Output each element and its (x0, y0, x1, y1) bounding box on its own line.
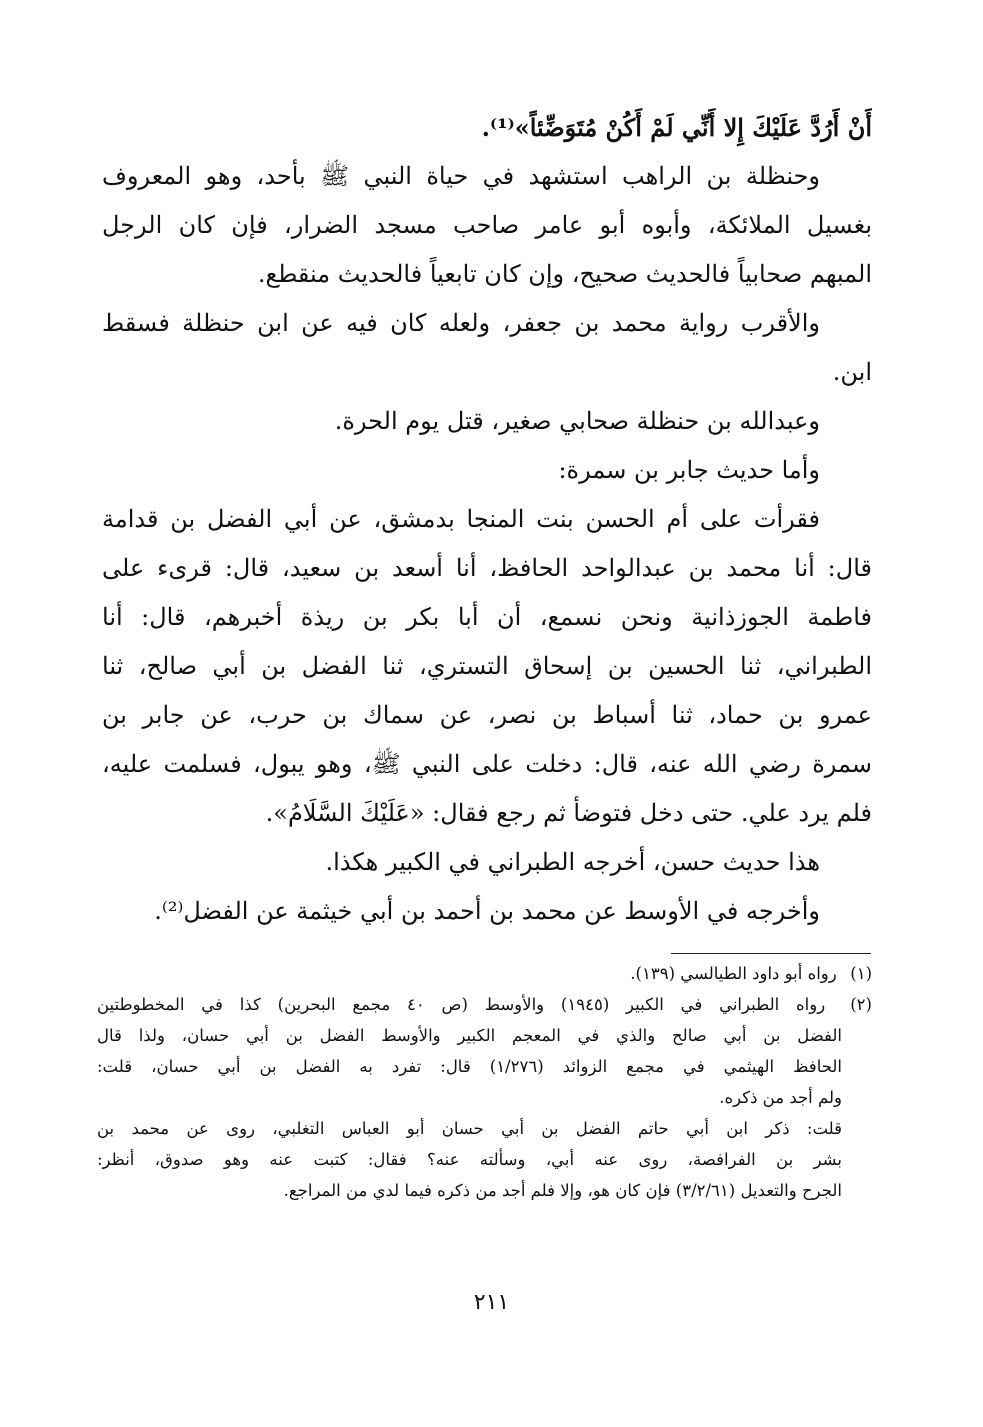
footnote-2-line: الفضل بن أبي صالح والذي في المعجم الكبير والأوسط الفضل بن أبي حسان، ولذا قال (97, 1026, 842, 1045)
footnote-1 (97, 958, 872, 989)
text-line: سمرة رضي الله عنه، قال: دخلت على النبي ﷺ، وهو يبول، فسلمت عليه، (102, 750, 872, 778)
text-line: عمرو بن حماد، ثنا أسباط بن نصر، عن سماك بن حرب، عن جابر بن (102, 701, 872, 729)
footnote-2-line: ولم أجد من ذكره. (719, 1088, 842, 1107)
text-line: الطبراني، ثنا الحسين بن إسحاق التستري، ثنا الفضل بن أبي صالح، ثنا (102, 652, 872, 680)
page-number: ٢١١ (473, 1290, 510, 1315)
text-line: فقرأت على أم الحسن بنت المنجا بدمشق، عن أبي الفضل بن قدامة (102, 505, 820, 533)
footnotes-block (97, 958, 872, 1206)
text-line: المبهم صحابياً فالحديث صحيح، وإن كان تابعياً فالحديث منقطع. (257, 260, 872, 288)
text-line: فاطمة الجوزذانية ونحن نسمع، أن أبا بكر بن ريذة أخبرهم، قال: أنا (102, 603, 872, 631)
footnote-number: (٢) (850, 995, 872, 1014)
footnote-text: رواه الطبراني في الكبير (١٩٤٥) والأوسط (ص ٤٠ مجمع البحرين) كذا في المخطوطتين (97, 995, 826, 1014)
footnote-2-line: الحافظ الهيثمي في مجمع الزوائد (١/٢٧٦) قال: تفرد به الفضل بن أبي حسان، قلت: (97, 1057, 842, 1076)
footnote-2-line: قلت: ذكر ابن أبي حاتم الفضل بن أبي حسان أبو العباس التغلبي، روى عن محمد بن (97, 1119, 842, 1138)
footnote-2-line (97, 989, 872, 1020)
text-line: وعبدالله بن حنظلة صحابي صغير، قتل يوم الحرة. (334, 407, 820, 435)
text-line: قال: أنا محمد بن عبدالواحد الحافظ، أنا أسعد بن سعيد، قال: قرىء على (102, 554, 872, 582)
main-text-block (102, 103, 872, 936)
text-line: فلم يرد علي. حتى دخل فتوضأ ثم رجع فقال: «عَلَيْكَ السَّلَامُ». (265, 799, 872, 827)
footnote-divider (671, 953, 871, 954)
footnote-text: رواه أبو داود الطيالسي (١٣٩). (630, 964, 837, 983)
footnote-number: (١) (850, 964, 872, 983)
footnote-2-line: الجرح والتعديل (٣/٢/٦١) فإن كان هو، وإلا فلم أجد من ذكره فيما لدي من المراجع. (283, 1181, 842, 1200)
text-line: هذا حديث حسن، أخرجه الطبراني في الكبير هكذا. (325, 848, 820, 876)
text-line: أَنْ أَرُدَّ عَلَيْكَ إِلا أَنِّي لَمْ أَكُنْ مُتَوَضِّئاً»⁽¹⁾. (481, 113, 872, 142)
text-line: بغسيل الملائكة، وأبوه أبو عامر صاحب مسجد الضرار، فإن كان الرجل (102, 211, 872, 239)
text-line: ابن. (832, 358, 872, 386)
text-line: والأقرب رواية محمد بن جعفر، ولعله كان فيه عن ابن حنظلة فسقط (102, 309, 820, 337)
text-line: وأما حديث جابر بن سمرة: (558, 456, 820, 484)
text-line: وحنظلة بن الراهب استشهد في حياة النبي ﷺ بأحد، وهو المعروف (102, 162, 820, 190)
footnote-2-line: بشر بن الفرافصة، روى عنه أبي، وسألته عنه؟ فقال: كتبت عنه وهو صدوق، أنظر: (97, 1150, 842, 1169)
text-line: وأخرجه في الأوسط عن محمد بن أحمد بن أبي خيثمة عن الفضل⁽²⁾. (154, 897, 820, 925)
